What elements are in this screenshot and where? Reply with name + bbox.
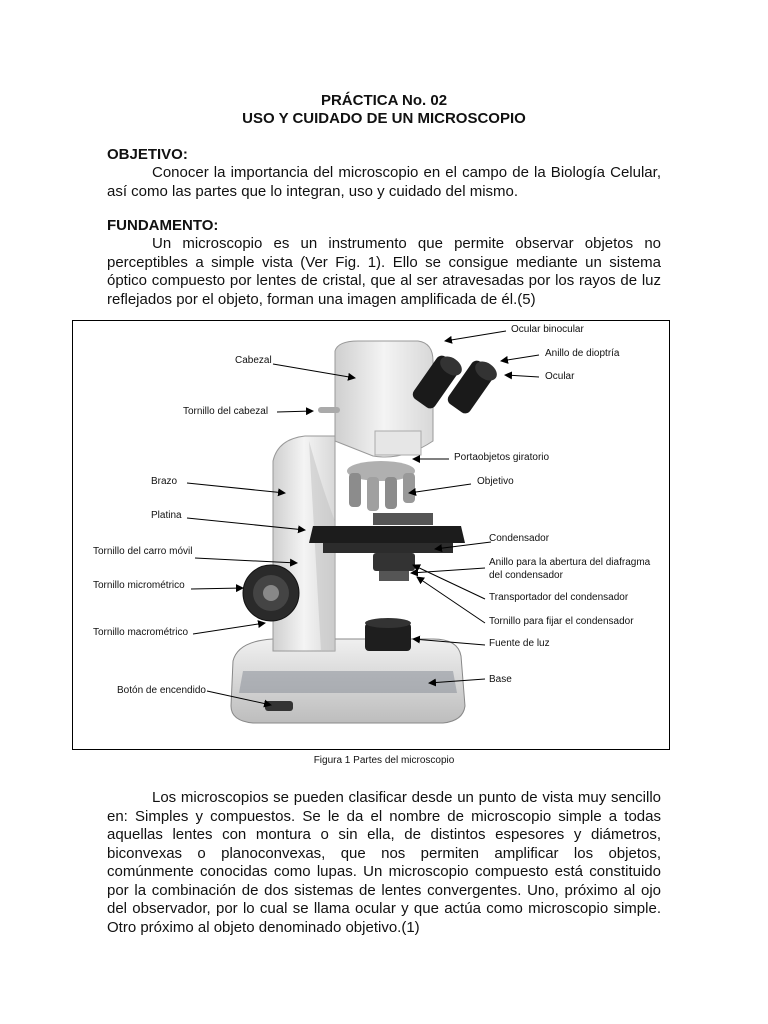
label-ocular: Ocular (545, 371, 575, 382)
label-anillo-diafragma-2: del condensador (489, 570, 563, 581)
objective-1 (349, 473, 361, 507)
fundamento-text: Un microscopio es un instrumento que permite observar objetos no perceptibles a simple vista (Ver Fig. 1). Ello se consigue mediante un sistema óptico compuesto por lentes de cristal, que al ser atravesadas por los rayos de luz reflejados por el objeto, forman una imagen amplificada de él.(5) (107, 235, 661, 308)
document-title: PRÁCTICA No. 02 (320, 92, 448, 109)
label-portaobjetos: Portaobjetos giratorio (454, 452, 550, 463)
clasificacion-text: Los microscopios se pueden clasificar desde un punto de vista muy sencillo en: Simples y compuestos. Se le da el nombre de microscopio simple a todas aquellas lentes con montura o sin ella, de distintos espesores y diámetros, biconvexas o planoconvexas, que nos permiten amplificar los objetos, comúnmente conocidas como lupas. Un microscopio compuesto está constituido por la combinación de dos sistemas de lentes convergentes. Uno, próximo al ojo del observador, por lo cual se llama ocular y que actúa como microscopio simple. Otro próximo al objeto denominado objetivo.(1) (107, 789, 661, 936)
label-fuente-luz: Fuente de luz (489, 638, 550, 649)
figure-caption: Figura 1 Partes del microscopio (313, 755, 455, 766)
objetivo-heading: OBJETIVO: (107, 146, 188, 163)
condenser-shape (373, 553, 415, 571)
objective-3 (385, 477, 397, 509)
label-brazo: Brazo (151, 476, 178, 487)
stage-shape (309, 526, 465, 543)
objective-4 (403, 473, 415, 503)
label-tornillo-cabezal: Tornillo del cabezal (183, 406, 269, 417)
label-anillo-dioptria: Anillo de dioptría (545, 348, 620, 359)
microscope-figure (72, 320, 670, 750)
label-cabezal: Cabezal (235, 355, 272, 366)
label-base: Base (489, 674, 512, 685)
label-tornillo-macrometrico: Tornillo macrométrico (93, 627, 189, 638)
label-platina: Platina (151, 510, 182, 521)
label-boton-encendido: Botón de encendido (117, 685, 206, 696)
label-tornillo-micrometrico: Tornillo micrométrico (93, 580, 185, 591)
objective-2 (367, 477, 379, 511)
label-ocular-binocular: Ocular binocular (511, 324, 584, 335)
document-subtitle: USO Y CUIDADO DE UN MICROSCOPIO (242, 110, 526, 127)
label-tornillo-fijar: Tornillo para fijar el condensador (489, 616, 634, 627)
fundamento-heading: FUNDAMENTO: (107, 217, 219, 234)
label-tornillo-carro: Tornillo del carro móvil (93, 546, 193, 557)
objetivo-text: Conocer la importancia del microscopio en el campo de la Biología Celular, así como las partes que lo integran, uso y cuidado del mismo. (107, 164, 661, 200)
label-transportador: Transportador del condensador (489, 592, 629, 603)
label-condensador: Condensador (489, 533, 550, 544)
power-button-shape (265, 701, 293, 711)
label-anillo-diafragma-1: Anillo para la abertura del diafragma (489, 557, 651, 568)
label-objetivo: Objetivo (477, 476, 514, 487)
